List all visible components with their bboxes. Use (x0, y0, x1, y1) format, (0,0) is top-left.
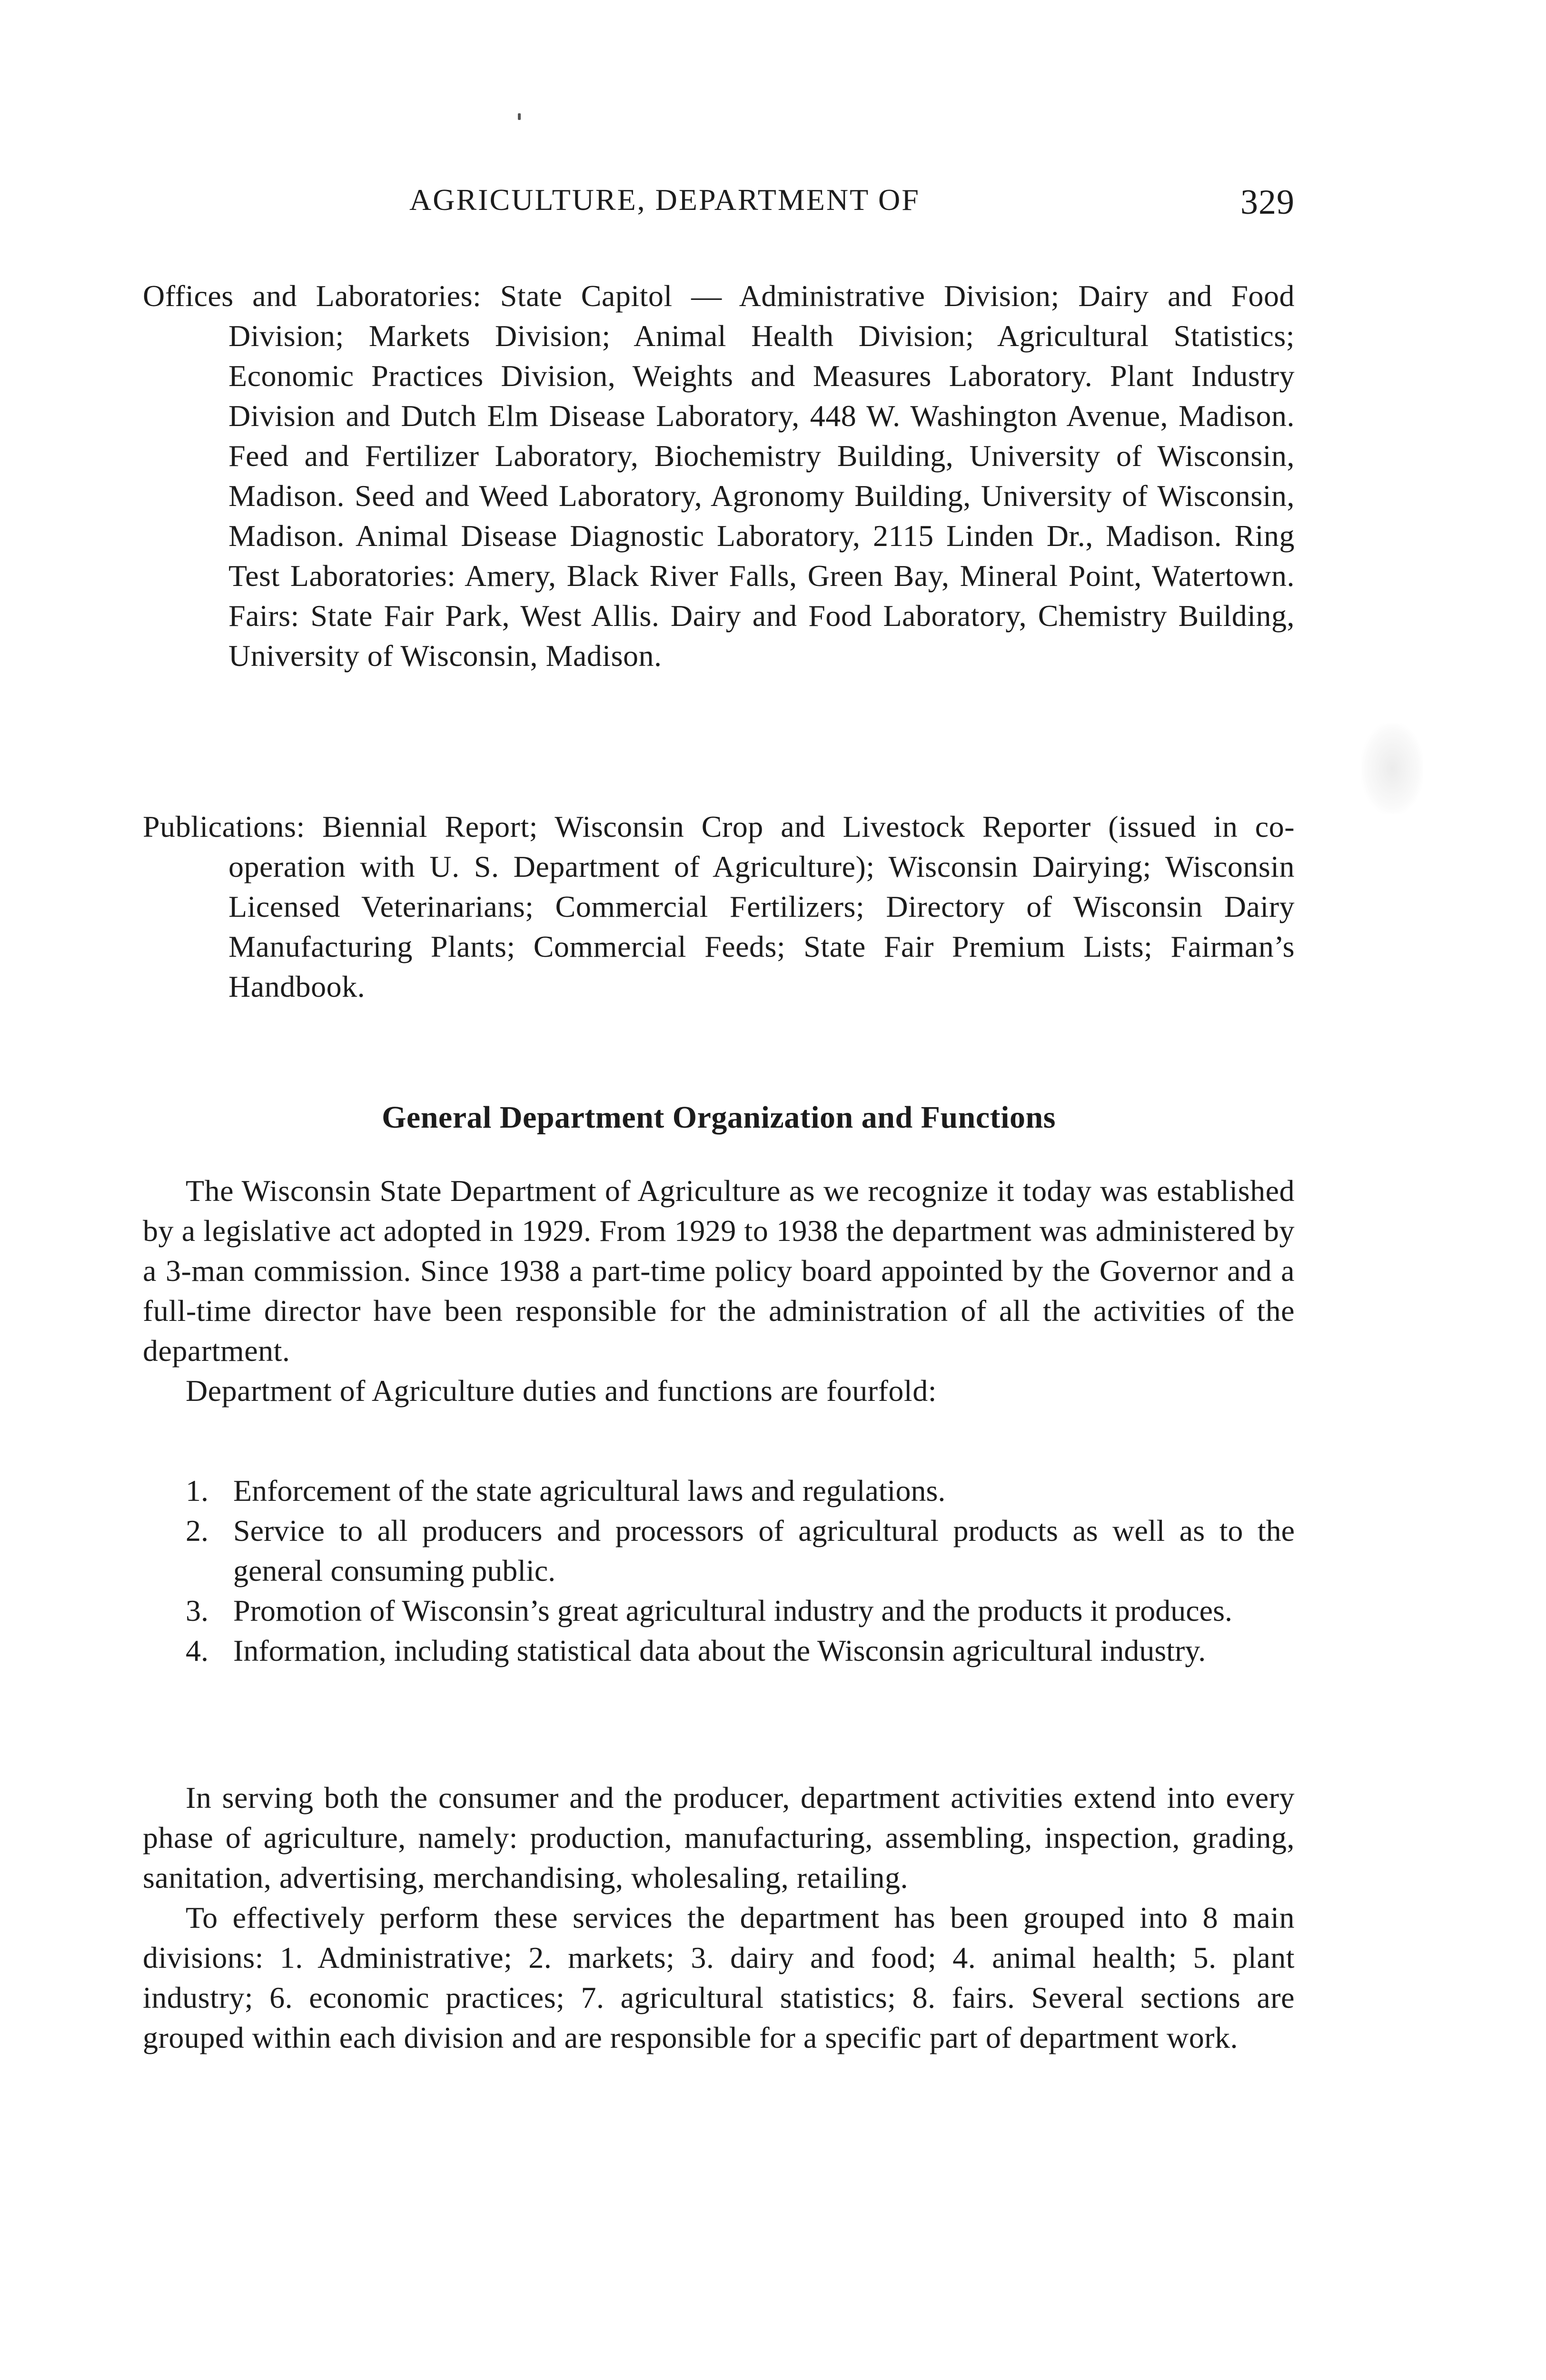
list-item-number: 3. (186, 1594, 208, 1627)
intro-section (143, 1171, 1295, 1411)
list-item-text: Enforcement of the state agricultural laws and regulations. (233, 1474, 946, 1507)
publications-section (143, 807, 1295, 1007)
list-item-text: Service to all producers and processors of agricultural products as well as to the general consuming public. (233, 1514, 1295, 1587)
publications-paragraph: Publications: Biennial Report; Wisconsin Crop and Livestock Reporter (issued in co-operation with U. S. Department of Agriculture); Wisconsin Dairying; Wisconsin Licensed Veterinarians; Commercial Fertilizers; Directory of Wisconsin Dairy Manufacturing Plants; Commercial Feeds; State Fair Premium Lists; Fairman’s Handbook. (143, 810, 1295, 1003)
list-item-text: Information, including statistical data about the Wisconsin agricultural industry. (233, 1634, 1206, 1667)
functions-list (186, 1471, 1295, 1671)
page-number: 329 (1240, 183, 1295, 222)
header-title: AGRICULTURE, DEPARTMENT OF (409, 183, 920, 217)
closing-section (143, 1778, 1295, 2058)
offices-section (143, 276, 1295, 676)
paper-stain (1361, 724, 1423, 814)
running-header (143, 182, 1295, 235)
list-item-text: Promotion of Wisconsin’s great agricultural industry and the products it produces. (233, 1594, 1232, 1627)
list-item-number: 2. (186, 1514, 208, 1547)
print-speck (518, 113, 521, 120)
list-item-number: 4. (186, 1634, 208, 1667)
closing-paragraph: In serving both the consumer and the producer, department activities extend into every phase of agriculture, namely: production, manufacturing, assembling, inspection, grading, sanitation, advertising, merchandising, wholesaling, retailing. (143, 1781, 1295, 1894)
list-item (186, 1471, 1295, 1511)
section-heading: General Department Organization and Functions (382, 1100, 1056, 1135)
list-item-number: 1. (186, 1474, 208, 1507)
offices-paragraph: Offices and Laboratories: State Capitol — Administrative Division; Dairy and Food Division; Markets Division; Animal Health Division; Agricultural Statistics; Economic Practices Division, Weights and Measures Laboratory. Plant Industry Division and Dutch Elm Disease Laboratory, 448 W. Washington Avenue, Madison. Feed and Fertilizer Laboratory, Biochemistry Building, University of Wisconsin, Madison. Seed and Weed Laboratory, Agronomy Building, University of Wisconsin, Madison. Animal Disease Diagnostic Laboratory, 2115 Linden Dr., Madison. Ring Test Laboratories: Amery, Black River Falls, Green Bay, Mineral Point, Watertown. Fairs: State Fair Park, West Allis. Dairy and Food Laboratory, Chemistry Building, University of Wisconsin, Madison. (143, 279, 1295, 673)
intro-paragraph: Department of Agriculture duties and functions are fourfold: (186, 1374, 937, 1408)
list-item (186, 1511, 1295, 1591)
list-item (186, 1631, 1295, 1671)
list-item (186, 1591, 1295, 1631)
closing-paragraph: To effectively perform these services the department has been grouped into 8 main divisions: 1. Administrative; 2. markets; 3. dairy and food; 4. animal health; 5. plant industry; 6. economic practices; 7. agricultural statistics; 8. fairs. Several sections are grouped within each division and are responsible for a specific part of department work. (143, 1901, 1295, 2054)
intro-paragraph: The Wisconsin State Department of Agriculture as we recognize it today was established by a legislative act adopted in 1929. From 1929 to 1938 the department was administered by a 3-man commission. Since 1938 a part-time policy board appointed by the Governor and a full-time director have been responsible for the administration of all the activities of the department. (143, 1174, 1295, 1368)
